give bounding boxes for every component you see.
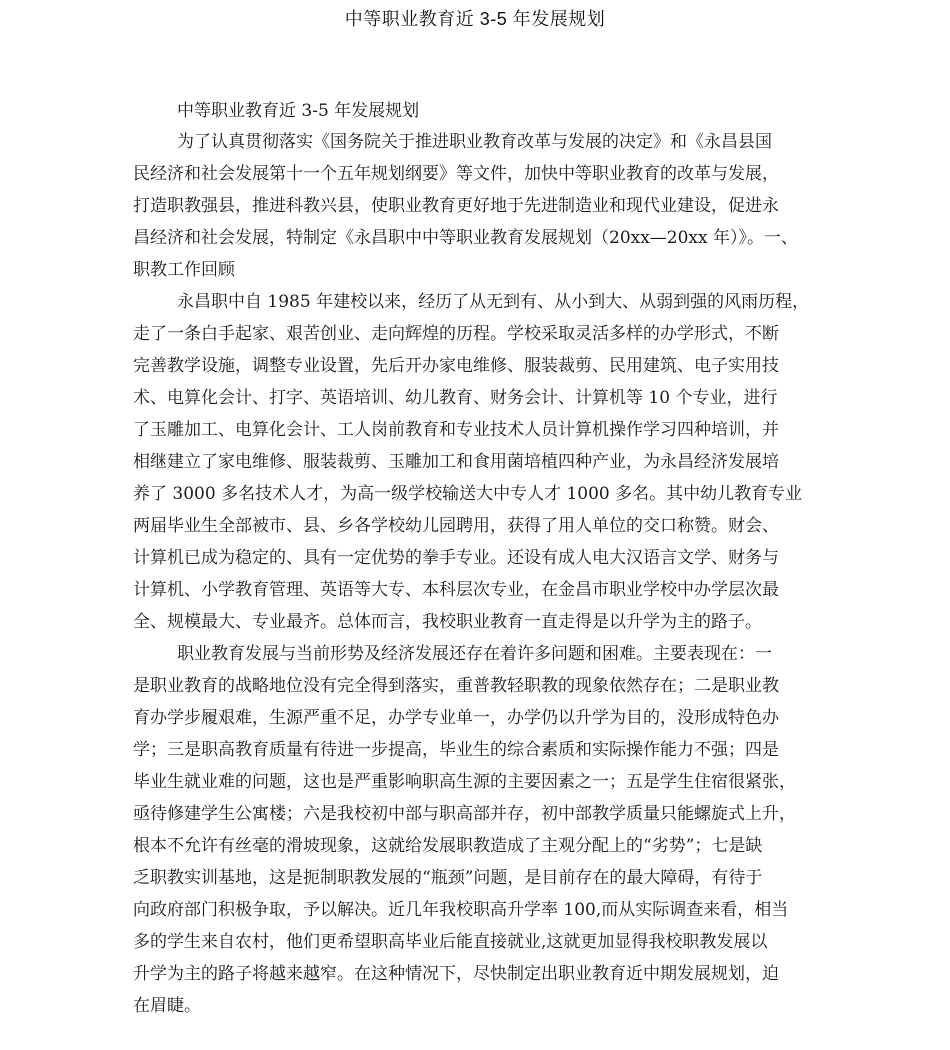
paragraph-history <box>133 286 833 638</box>
paragraph-line: 职业教育发展与当前形势及经济发展还存在着许多问题和困难。主要表现在：一 <box>177 644 772 664</box>
paragraph-line: 术、电算化会计、打字、英语培训、幼儿教育、财务会计、计算机等 10 个专业，进行 <box>133 388 778 408</box>
paragraph-line: 养了 3000 多名技术人才，为高一级学校输送大中专人才 1000 多名。其中幼儿教育专业 <box>133 484 803 504</box>
paragraph-line: 乏职教实训基地，这是扼制职教发展的“瓶颈”问题，是目前存在的最大障碍，有待于 <box>133 868 763 888</box>
paragraph-line: 亟待修建学生公寓楼；六是我校初中部与职高部并存，初中部教学质量只能螺旋式上升， <box>133 804 796 824</box>
paragraph-line: 计算机已成为稳定的、具有一定优势的拳手专业。还设有成人电大汉语言文学、财务与 <box>133 548 779 568</box>
paragraph-line: 多的学生来自农村，他们更希望职高毕业后能直接就业,这就更加显得我校职教发展以 <box>133 932 768 952</box>
paragraph-line: 昌经济和社会发展，特制定《永昌职中中等职业教育发展规划（20xx—20xx 年）》。一、 <box>133 228 799 248</box>
paragraph-line: 完善教学设施，调整专业设置，先后开办家电维修、服装裁剪、民用建筑、电子实用技 <box>133 356 779 376</box>
paragraph-line: 计算机、小学教育管理、英语等大专、本科层次专业，在金昌市职业学校中办学层次最 <box>133 580 779 600</box>
paragraph-line: 为了认真贯彻落实《国务院关于推进职业教育改革与发展的决定》和《永昌县国 <box>177 132 772 152</box>
paragraph-line: 了玉雕加工、电算化会计、工人岗前教育和专业技术人员计算机操作学习四种培训，并 <box>133 420 779 440</box>
paragraph-line: 全、规模最大、专业最齐。总体而言，我校职业教育一直走得是以升学为主的路子。 <box>133 612 762 632</box>
page-header-title: 中等职业教育近 3-5 年发展规划 <box>344 9 606 29</box>
paragraph-line: 毕业生就业难的问题，这也是严重影响职高生源的主要因素之一；五是学生住宿很紧张， <box>133 772 796 792</box>
paragraph-line: 育办学步履艰难，生源严重不足，办学专业单一，办学仍以升学为目的，没形成特色办 <box>133 708 779 728</box>
paragraph-line: 升学为主的路子将越来越窄。在这种情况下，尽快制定出职业教育近中期发展规划，迫 <box>133 964 779 984</box>
paragraph-line: 向政府部门积极争取，予以解决。近几年我校职高升学率 100,而从实际调查来看，相当 <box>133 900 789 920</box>
paragraph-line: 永昌职中自 1985 年建校以来，经历了从无到有、从小到大、从弱到强的风雨历程， <box>177 292 810 312</box>
paragraph-line: 打造职教强县，推进科教兴县，使职业教育更好地于先进制造业和现代业建设，促进永 <box>133 196 779 216</box>
paragraph-line: 两届毕业生全部被市、县、乡各学校幼儿园聘用，获得了用人单位的交口称赞。财会、 <box>133 516 779 536</box>
paragraph-line: 民经济和社会发展第十一个五年规划纲要》等文件，加快中等职业教育的改革与发展， <box>133 164 779 184</box>
paragraph-line: 学；三是职高教育质量有待进一步提高，毕业生的综合素质和实际操作能力不强；四是 <box>133 740 779 760</box>
paragraph-line: 走了一条白手起家、艰苦创业、走向辉煌的历程。学校采取灵活多样的办学形式，不断 <box>133 324 779 344</box>
paragraph-line: 在眉睫。 <box>133 996 201 1016</box>
document-body <box>133 96 833 1022</box>
document-title: 中等职业教育近 3-5 年发展规划 <box>177 101 420 121</box>
paragraph-line: 是职业教育的战略地位没有完全得到落实，重普教轻职教的现象依然存在；二是职业教 <box>133 676 779 696</box>
paragraph-problems <box>133 638 833 1022</box>
paragraph-intro <box>133 126 833 286</box>
paragraph-line: 相继建立了家电维修、服装裁剪、玉雕加工和食用菌培植四种产业，为永昌经济发展培 <box>133 452 779 472</box>
paragraph-line: 职教工作回顾 <box>133 260 235 280</box>
paragraph-line: 根本不允许有丝毫的滑坡现象，这就给发展职教造成了主观分配上的“劣势”；七是缺 <box>133 836 763 856</box>
